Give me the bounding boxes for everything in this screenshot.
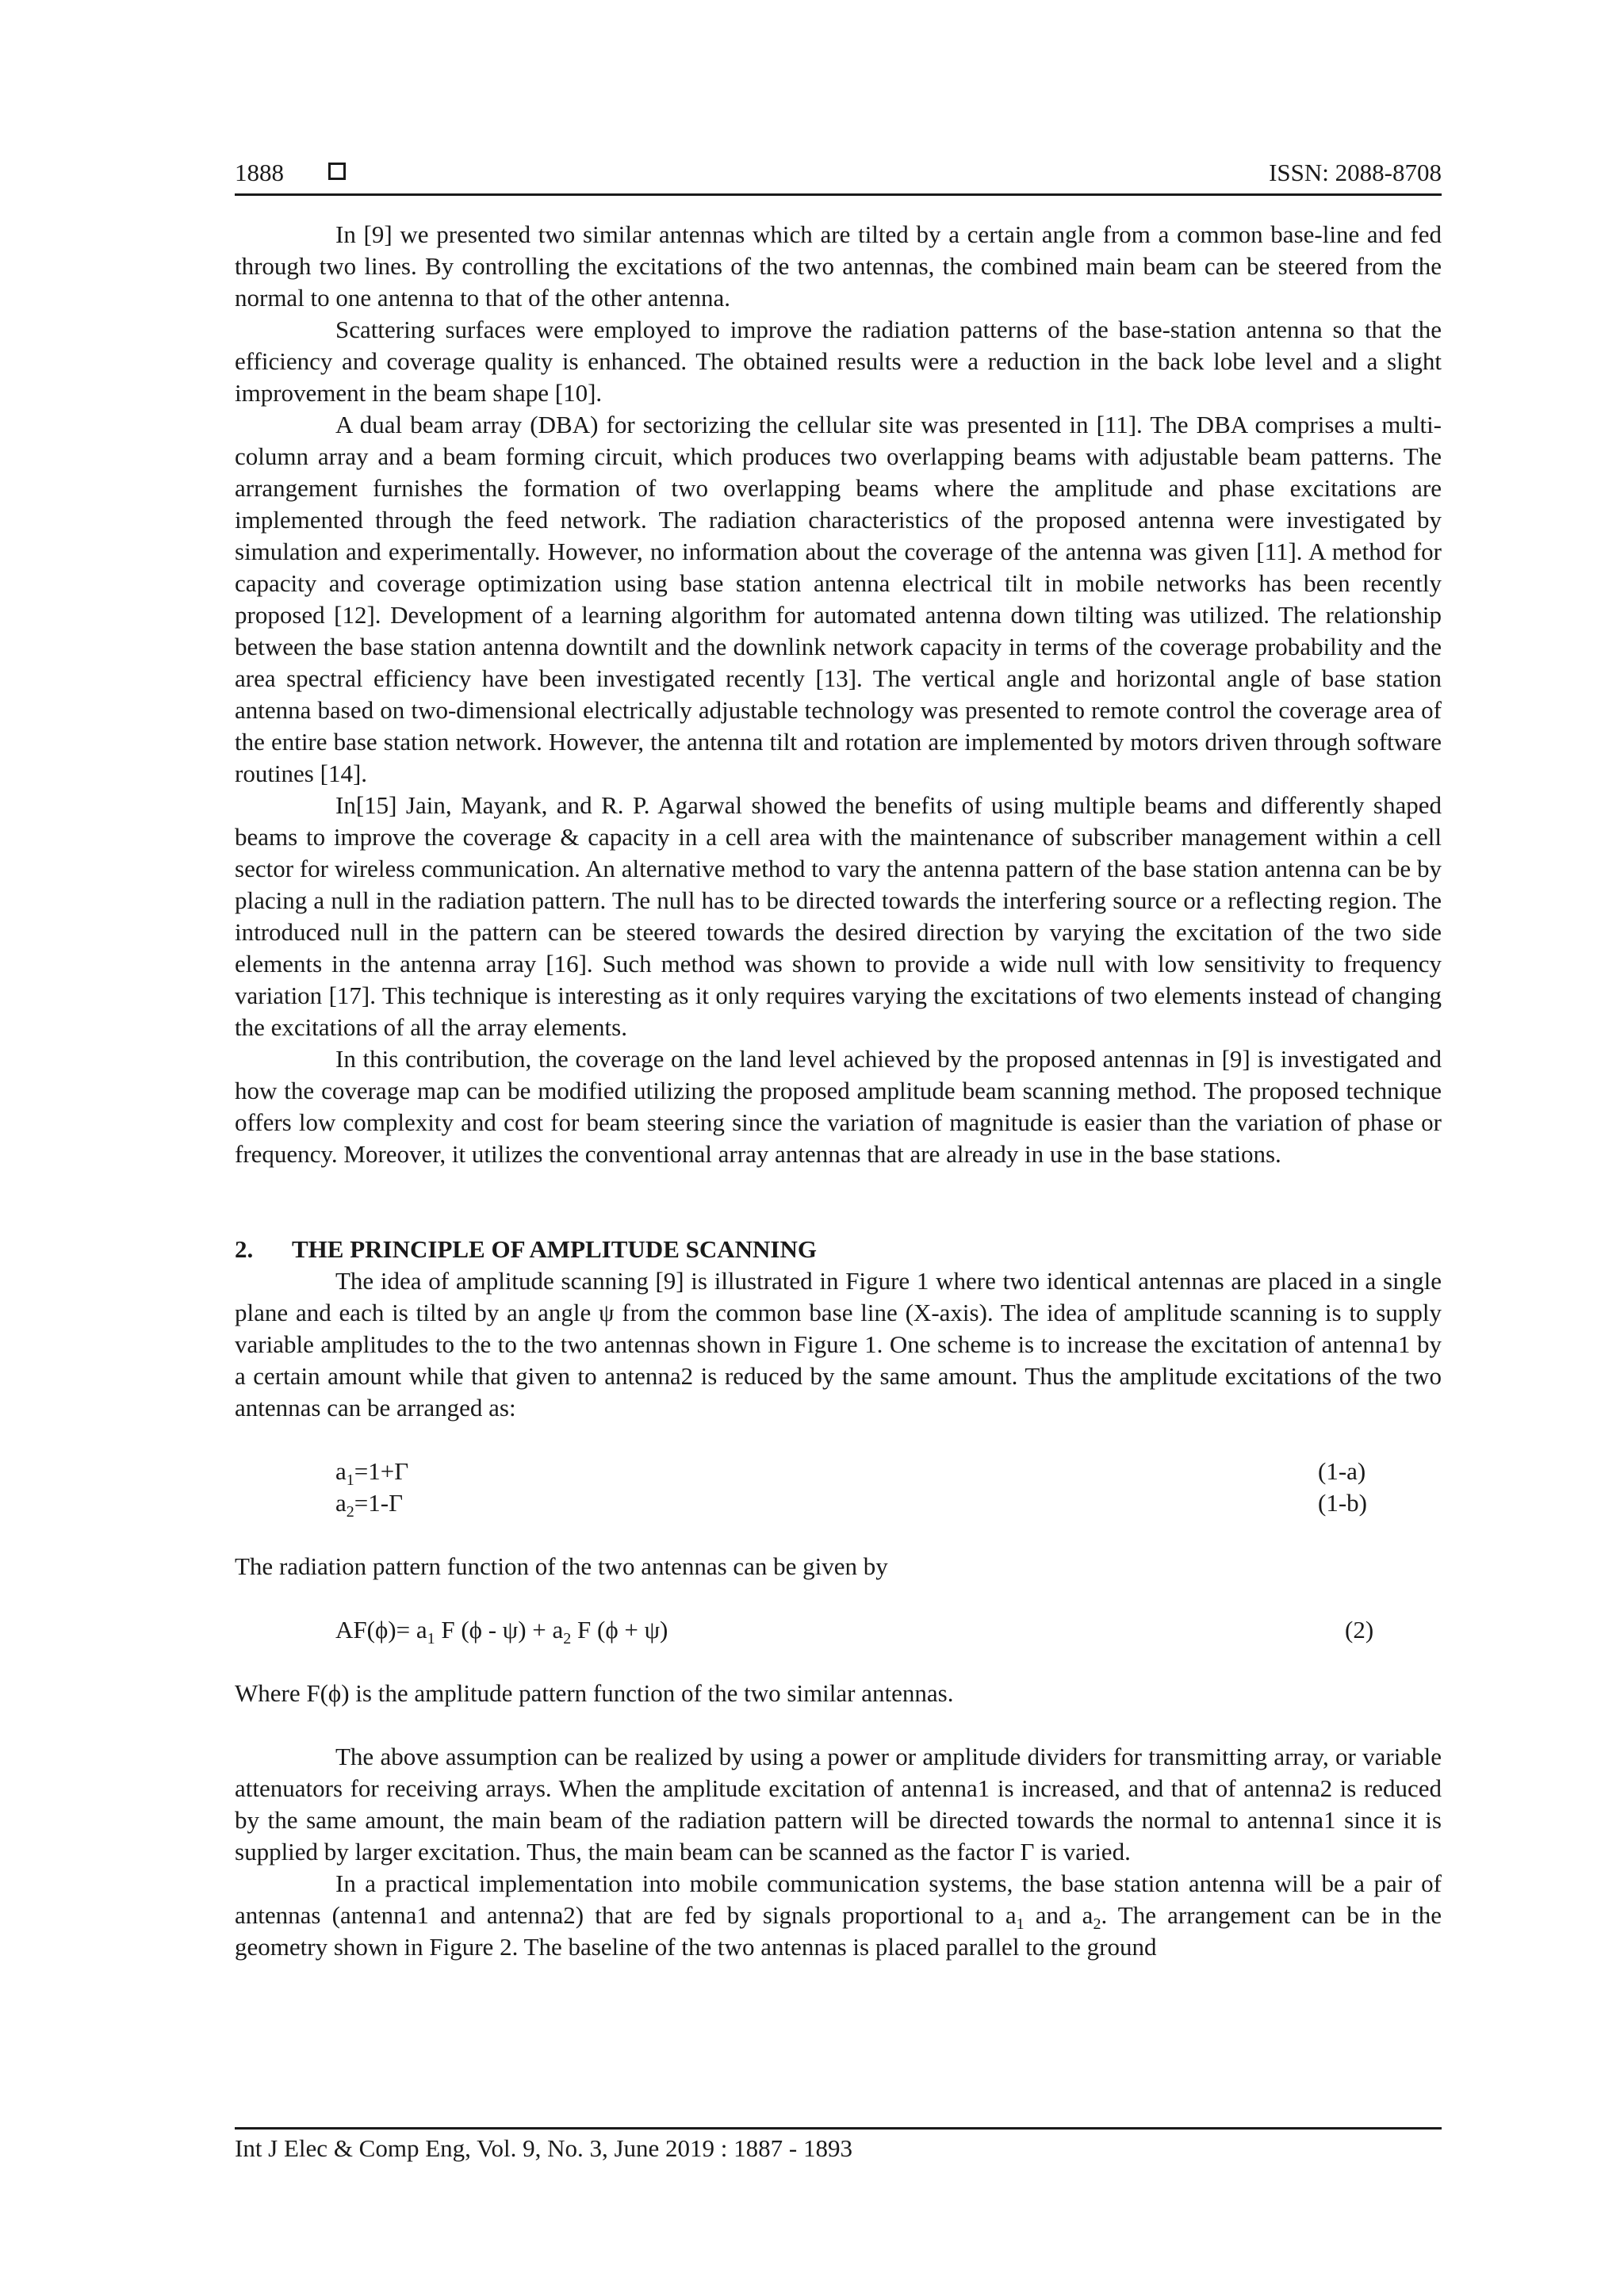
page-number: 1888 bbox=[235, 159, 284, 186]
equation-subscript: 2 bbox=[563, 1630, 572, 1648]
issn-label: ISSN: 2088-8708 bbox=[1269, 159, 1442, 186]
square-box-icon bbox=[328, 163, 346, 180]
page-header bbox=[235, 157, 1442, 197]
paragraph-intro-3: A dual beam array (DBA) for sectorizing the cellular site was presented in [11]. The DBA comprises a multi-column array and a beam forming circuit, which produces two overlapping beams with adjustable beam patterns. The arrangement furnishes the formation of two overlapping beams where the amplitude and phase excitations are implemented through the feed network. The radiation characteristics of the proposed antenna were investigated by simulation and experimentally. However, no information about the coverage of the antenna was given [11]. A method for capacity and coverage optimization using base station antenna electrical tilt in mobile networks has been recently proposed [12]. Development of a learning algorithm for automated antenna down tilting was utilized. The relationship between the base station antenna downtilt and the downlink network capacity in terms of the coverage probability and the area spectral efficiency have been investigated recently [13]. The vertical angle and horizontal angle of base station antenna based on two-dimensional electrically adjustable technology was presented to remote control the coverage area of the entire base station network. However, the antenna tilt and rotation are implemented by motors driven through software routines [14]. bbox=[235, 411, 1442, 787]
equation-var: a bbox=[335, 1489, 347, 1517]
equation-1b-expression bbox=[335, 1487, 403, 1519]
section-heading bbox=[235, 1234, 1442, 1265]
equation-part: F (ϕ - ψ) + a bbox=[435, 1616, 564, 1644]
paragraph-section-1: The idea of amplitude scanning [9] is illustrated in Figure 1 where two identical antennas are placed in a single plane and each is tilted by an angle ψ from the common base line (X-axis). The idea of amplitude scanning is to supply variable amplitudes to the to the two antennas shown in Figure 1. One scheme is to increase the excitation of antenna1 by a certain amount while that given to antenna2 is reduced by the same amount. Thus the amplitude excitations of the two antennas can be arranged as: bbox=[235, 1267, 1442, 1422]
paragraph-intro-4: In[15] Jain, Mayank, and R. P. Agarwal showed the benefits of using multiple beams and differently shaped beams to improve the coverage & capacity in a cell area with the maintenance of subscriber management within a cell sector for wireless communication. An alternative method to vary the antenna pattern of the base station antenna can be by placing a null in the radiation pattern. The null has to be directed towards the interfering source or a reflecting region. The introduced null in the pattern can be steered towards the desired direction by varying the excitation of the two side elements in the antenna array [16]. Such method was shown to provide a wide null with low sensitivity to frequency variation [17]. This technique is interesting as it only requires varying the excitations of two elements instead of changing the excitations of all the array elements. bbox=[235, 791, 1442, 1041]
subscript: 2 bbox=[1093, 1915, 1101, 1934]
paragraph-intro-2: Scattering surfaces were employed to improve the radiation patterns of the base-station antenna so that the efficiency and coverage quality is enhanced. The obtained results were a reduction in the back lobe level and a slight improvement in the beam shape [10]. bbox=[235, 316, 1442, 407]
spacer bbox=[235, 1519, 1442, 1551]
text-run: and a bbox=[1024, 1901, 1094, 1929]
section-number: 2. bbox=[235, 1235, 254, 1263]
paragraph-intro-5: In this contribution, the coverage on the land level achieved by the proposed antennas in [9] is investigated and how the coverage map can be modified utilizing the proposed amplitude beam scanning method. The proposed technique offers low complexity and cost for beam steering since the variation of magnitude is easier than the variation of phase or frequency. Moreover, it utilizes the conventional array antennas that are already in use in the base stations. bbox=[235, 1045, 1442, 1168]
equation-part: F (ϕ + ψ) bbox=[571, 1616, 668, 1644]
subscript: 1 bbox=[1016, 1915, 1025, 1934]
page-footer bbox=[235, 2133, 852, 2164]
equation-var: a bbox=[335, 1457, 347, 1485]
equation-2-expression bbox=[335, 1614, 668, 1646]
equation-rhs: =1-Γ bbox=[354, 1489, 403, 1517]
paragraph-section-3: Where F(ϕ) is the amplitude pattern function of the two similar antennas. bbox=[235, 1679, 954, 1707]
equation-rhs: =1+Γ bbox=[354, 1457, 409, 1485]
equation-1a-expression bbox=[335, 1456, 409, 1490]
equation-subscript: 1 bbox=[346, 1471, 354, 1490]
paragraph-section-2: The radiation pattern function of the two antennas can be given by bbox=[235, 1552, 888, 1580]
footer-rule bbox=[235, 2127, 1442, 2130]
paragraph-intro-1: In [9] we presented two similar antennas which are tilted by a certain angle from a common base-line and fed through two lines. By controlling the excitations of the two antennas, the combined main beam can be steered from the normal to one antenna to that of the other antenna. bbox=[235, 220, 1442, 312]
equation-1b-tag: (1-b) bbox=[1318, 1489, 1367, 1517]
equation-subscript: 2 bbox=[346, 1503, 354, 1521]
equation-subscript: 1 bbox=[427, 1630, 435, 1648]
equation-1b bbox=[235, 1487, 1442, 1519]
equation-1a bbox=[235, 1456, 1442, 1490]
equation-part: AF(ϕ)= a bbox=[335, 1616, 427, 1644]
spacer bbox=[235, 1582, 1442, 1614]
spacer bbox=[235, 1424, 1442, 1456]
equation-1a-tag: (1-a) bbox=[1318, 1457, 1366, 1485]
article-body bbox=[235, 219, 1442, 1963]
section-title: THE PRINCIPLE OF AMPLITUDE SCANNING bbox=[292, 1235, 817, 1263]
header-rule bbox=[235, 193, 1442, 196]
spacer bbox=[235, 1170, 1442, 1234]
journal-citation: Int J Elec & Comp Eng, Vol. 9, No. 3, June 2019 : 1887 - 1893 bbox=[235, 2134, 852, 2162]
text-run: . The arrangement can be in the geometry shown in Figure 2. The baseline of the two antennas is placed parallel to the ground bbox=[235, 1901, 1442, 1961]
spacer bbox=[235, 1709, 1442, 1741]
spacer bbox=[235, 1646, 1442, 1678]
equation-2 bbox=[235, 1614, 1442, 1646]
text-run: In a practical implementation into mobile communication systems, the base station antenna will be a pair of antennas (antenna1 and antenna2) that are fed by signals proportional to a bbox=[235, 1869, 1442, 1929]
equation-2-tag: (2) bbox=[1345, 1616, 1374, 1644]
paragraph-section-5 bbox=[235, 1868, 1442, 1963]
paragraph-section-4: The above assumption can be realized by using a power or amplitude dividers for transmitting array, or variable attenuators for receiving arrays. When the amplitude excitation of antenna1 is increased, and that of antenna2 is reduced by the same amount, the main beam of the radiation pattern will be directed towards the normal to antenna1 since it is supplied by larger excitation. Thus, the main beam can be scanned as the factor Γ is varied. bbox=[235, 1743, 1442, 1866]
